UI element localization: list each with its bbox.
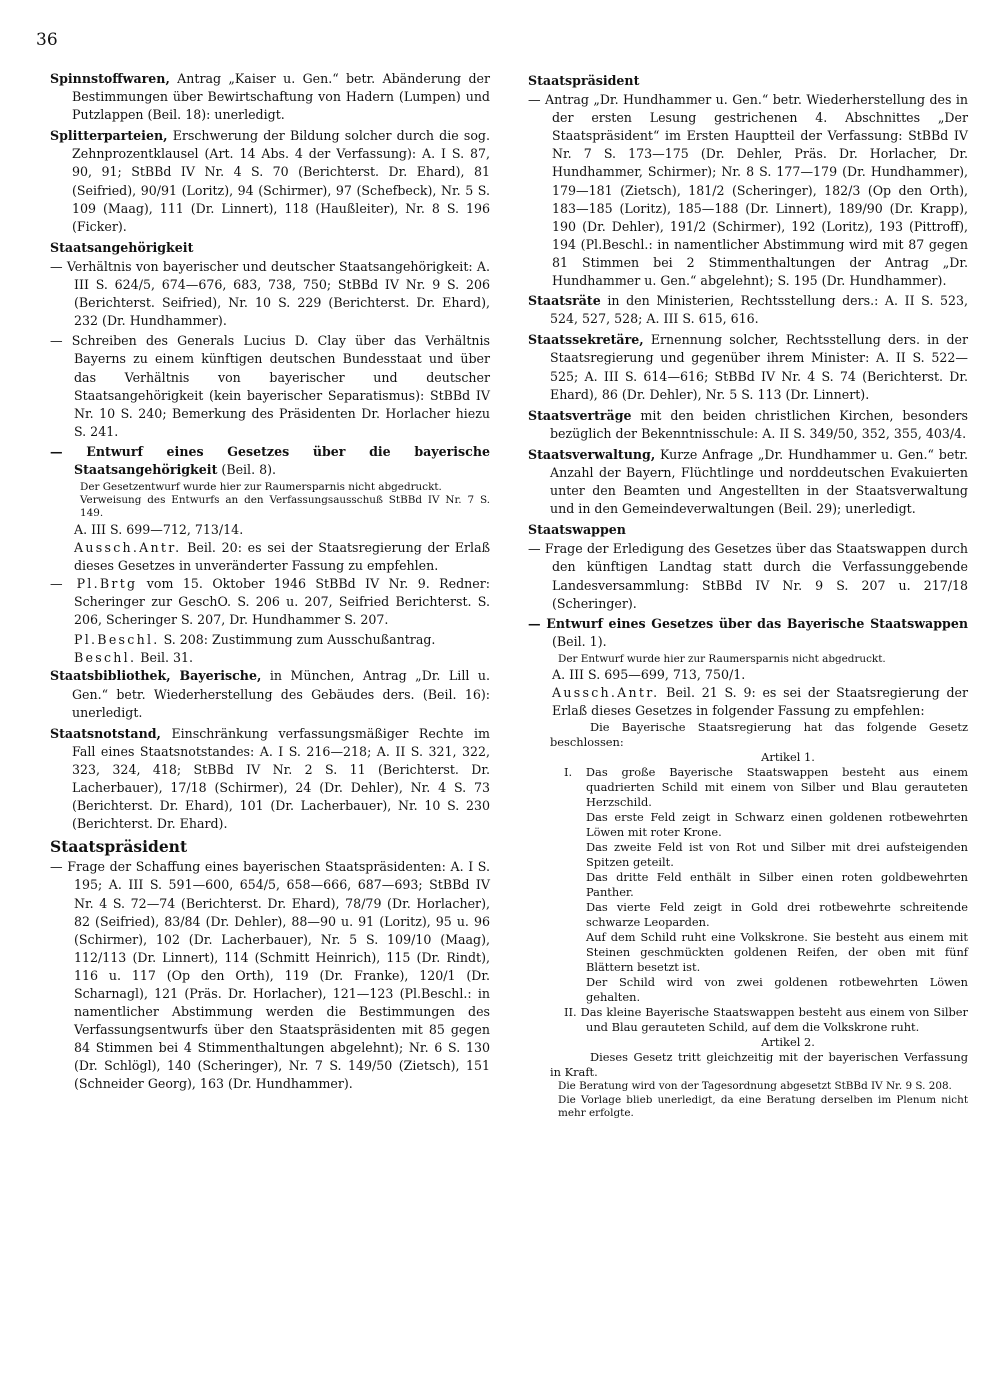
entry-text: A. III S. 695—699, 713, 750/1.: [552, 667, 746, 683]
editorial-note: [528, 653, 968, 666]
entry-text: Der Entwurf wurde hier zur Raumersparnis nicht abgedruckt.: [558, 652, 886, 665]
entry-text: vom 15. Oktober 1946 StBBd IV Nr. 9. Redner: Scheringer zur GeschO. S. 206 u. 207, Seifried Berichterst. S. 206, Scheringer S. 207, Dr. Hundhammer S. 207.: [74, 575, 490, 628]
entry-text: in München, Antrag „Dr. Lill u. Gen.“ betr. Wiederherstellung des Gebäudes ders. (Beil. 16): unerledigt.: [72, 668, 490, 720]
entry-text: Das erste Feld zeigt in Schwarz einen goldenen rotbewehrten Löwen mit roter Krone.: [586, 810, 968, 840]
index-entry: [50, 725, 490, 834]
entry-head: Splitterparteien,: [50, 128, 168, 144]
section-heading: [50, 838, 490, 856]
gazette-paragraph: [528, 930, 968, 975]
editorial-note: [50, 494, 490, 520]
entry-text: Dieses Gesetz tritt gleichzeitig mit der bayerischen Verfassung in Kraft.: [550, 1050, 968, 1080]
entry-text: (Beil. 1).: [552, 633, 607, 649]
entry-text: — Verhältnis von bayerischer und deutscher Staatsangehörigkeit: A. III S. 624/5, 674—676, 683, 738, 750; StBBd IV Nr. 9 S. 206 (Berichterst. Seifried), Nr. 10 S. 229 (Berichterst. Dr. Ehard), 232 (Dr. Hundhammer).: [50, 258, 490, 329]
editorial-note: [50, 481, 490, 494]
index-item: [50, 332, 490, 441]
entry-text: Ernennung solcher, Rechtsstellung ders. in der Staatsregierung und gegenüber ihrem Minister: A. II S. 522—525; A. III S. 614—616; StBBd IV Nr. 4 S. 74 (Berichterst. Dr. Ehard), 86 (Dr. Dehler), Nr. 5 S. 113 (Dr. Linnert).: [550, 332, 968, 402]
entry-text: Erschwerung der Bildung solcher durch die sog. Zehnprozentklausel (Art. 14 Abs. 4 der Verfassung): A. I S. 87, 90, 91; StBBd IV Nr. 4 S. 70 (Berichterst. Dr. Ehard), 81 (Seifried), 90/91 (Loritz), 94 (Schirmer), 97 (Schefbeck), Nr. 5 S. 109 (Maag), 111 (Dr. Linnert), 118 (Haußleiter), Nr. 8 S. 196 (Ficker).: [72, 128, 490, 234]
entry-text: Die Beratung wird von der Tagesordnung abgesetzt StBBd IV Nr. 9 S. 208.: [558, 1080, 952, 1093]
gazette-paragraph: [528, 840, 968, 870]
gazette-section: [528, 1005, 968, 1035]
index-subitem: [528, 666, 968, 684]
entry-head: Staatsverwaltung,: [528, 446, 656, 462]
entry-text: — Frage der Erledigung des Gesetzes über das Staatswappen durch den künftigen Landtag statt durch die Verfassunggebende Landesversammlung: StBBd IV Nr. 9 S. 207 u. 217/18 (Scheringer).: [528, 541, 968, 611]
entry-text: I. Das große Bayerische Staatswappen besteht aus einem quadrierten Schild mit einem von Silber und Blau gerauteten Herzschild.: [564, 765, 968, 810]
gazette-paragraph: [528, 870, 968, 900]
index-item: [528, 540, 968, 612]
entry-text: Antrag „Kaiser u. Gen.“ betr. Abänderung der Bestimmungen über Bewirtschaftung von Hadern (Lumpen) und Putzlappen (Beil. 18): unerledigt.: [72, 71, 490, 123]
index-item: [50, 258, 490, 330]
entry-text: — Antrag „Dr. Hundhammer u. Gen.“ betr. Wiederherstellung des in der ersten Lesung gestrichenen 4. Abschnittes „Der Staatspräsident“ im Ersten Hauptteil der Verfassung: StBBd IV Nr. 7 S. 173—175 (Dr. Dehler, Präs. Dr. Horlacher, Dr. Hundhammer, Schirmer); Nr. 8 S. 177—179 (Dr. Hundhammer), 179—181 (Zietsch), 181/2 (Scheringer), 182/3 (Op den Orth), 183—185 (Loritz), 185—188 (Dr. Linnert), 189/90 (Dr. Krapp), 190 (Dr. Dehler), 191/2 (Schirmer), 192 (Loritz), 193 (Pittroff), 194 (Pl.Beschl.: in namentlicher Abstimmung wird mit 87 gegen 81 Stimmen bei 2 Stimmenthaltungen der Antrag „Dr. Hundhammer u. Gen.“ abgelehnt); S. 195 (Dr. Hundhammer).: [528, 92, 968, 289]
entry-text: mit den beiden christlichen Kirchen, besonders bezüglich der Bekenntnisschule: A. II S. 349/50, 352, 355, 403/4.: [550, 407, 968, 441]
gazette-paragraph: [528, 975, 968, 1005]
index-item: [50, 858, 490, 1093]
index-subitem: [50, 521, 490, 539]
entry-text: Verweisung des Entwurfs an den Verfassungsausschuß StBBd IV Nr. 7 S. 149.: [80, 494, 490, 520]
gazette-article-heading: [528, 750, 968, 765]
gazette-text: [528, 720, 968, 750]
entry-text: Artikel 1.: [761, 750, 815, 765]
entry-head: Spinnstoffwaren,: [50, 71, 170, 86]
entry-text: Das dritte Feld enthält in Silber einen roten goldbewehrten Panther.: [586, 870, 968, 900]
entry-text: — Frage der Schaffung eines bayerischen Staatspräsidenten: A. I S. 195; A. III S. 591—600, 654/5, 658—666, 687—693; StBBd IV Nr. 4 S. 72—74 (Berichterst. Dr. Ehard), 78/79 (Dr. Horlacher), 82 (Seifried), 83/84 (Dr. Dehler), 88—90 u. 91 (Loritz), 95 u. 96 (Schirmer), 102 (Dr. Lacherbauer), Nr. 5 S. 109/10 (Maag), 112/113 (Dr. Linnert), 114 (Schmitt Heinrich), 115 (Dr. Rindt), 116 u. 117 (Op den Orth), 119 (Dr. Franke), 120/1 (Dr. Scharnagl), 121 (Präs. Dr. Horlacher), 121—123 (Pl.Beschl.: in namentlicher Abstimmung werden die Bestimmungen des Verfassungsentwurfs über den Staatspräsidenten mit 85 gegen 84 Stimmen bei 4 Stimmenthaltungen abgelehnt); Nr. 6 S. 130 (Dr. Schlögl), 140 (Scheringer), Nr. 7 S. 149/50 (Zietsch), 151 (Schneider Georg), 163 (Dr. Hundhammer).: [50, 859, 490, 1092]
index-entry: [50, 70, 490, 124]
entry-bold: — Entwurf eines Gesetzes über die bayerische Staatsangehörigkeit: [50, 443, 490, 477]
entry-text: — Schreiben des Generals Lucius D. Clay über das Verhältnis Bayerns zu einem künftigen deutschen Bundesstaat und über das Verhältnis von bayerischer und deutscher Staatsangehörigkeit (kein bayerischer Separatismus): StBBd IV Nr. 10 S. 240; Bemerkung des Präsidenten Dr. Horlacher hiezu S. 241.: [50, 333, 490, 439]
index-entry: [528, 446, 968, 518]
entry-bold: — Entwurf eines Gesetzes über das Bayerische Staatswappen: [528, 615, 968, 631]
gazette-text: [528, 1050, 968, 1080]
right-column: [528, 70, 968, 1120]
entry-spaced: — Pl.Brtg: [50, 575, 138, 591]
entry-text: A. III S. 699—712, 713/14.: [74, 521, 244, 537]
index-entry: [528, 331, 968, 403]
entry-head: Staatsnotstand,: [50, 725, 161, 741]
entry-text: Die Bayerische Staatsregierung hat das folgende Gesetz beschlossen:: [550, 720, 968, 750]
entry-spaced: Aussch.Antr.: [552, 685, 660, 701]
entry-text: Staatsangehörigkeit: [50, 239, 194, 255]
entry-text: Der Schild wird von zwei goldenen rotbewehrten Löwen gehalten.: [586, 975, 968, 1005]
index-entry: [50, 667, 490, 721]
entry-text: Staatswappen: [528, 522, 626, 538]
section-heading: [528, 72, 968, 90]
entry-text: II. Das kleine Bayerische Staatswappen besteht aus einem von Silber und Blau gerauteten Schild, auf dem die Volkskrone ruht.: [564, 1005, 968, 1035]
entry-text: Das vierte Feld zeigt in Gold drei rotbewehrte schreitende schwarze Leoparden.: [586, 900, 968, 930]
entry-text: Die Vorlage blieb unerledigt, da eine Beratung derselben im Plenum nicht mehr erfolgte.: [558, 1093, 968, 1119]
index-item: [50, 443, 490, 479]
index-item: [528, 91, 968, 290]
entry-spaced: Aussch.Antr.: [74, 539, 182, 555]
entry-text: Beil. 20: es sei der Staatsregierung der Erlaß dieses Gesetzes in unveränderter Fassung zu empfehlen.: [74, 539, 490, 573]
gazette-paragraph: [528, 900, 968, 930]
index-item: [528, 615, 968, 651]
index-subitem: [50, 539, 490, 575]
gazette-paragraph: [528, 810, 968, 840]
entry-text: Einschränkung verfassungsmäßiger Rechte im Fall eines Staatsnotstandes: A. I S. 216—218; A. II S. 321, 322, 323, 324, 418; StBBd IV Nr. 2 S. 11 (Berichterst. Dr. Lacherbauer), 17/18 (Schirmer), 24 (Dr. Dehler), Nr. 4 S. 73 (Berichterst. Dr. Ehard), 101 (Dr. Lacherbauer), Nr. 10 S. 230 (Berichterst. Dr. Ehard).: [72, 725, 490, 832]
left-column: [50, 70, 490, 1096]
entry-text: Das zweite Feld ist von Rot und Silber mit drei aufsteigenden Spitzen geteilt.: [586, 840, 968, 870]
index-subitem: [50, 649, 490, 667]
section-heading: [50, 239, 490, 257]
index-entry: [50, 127, 490, 236]
index-subitem: [528, 684, 968, 720]
entry-text: (Beil. 8).: [217, 461, 277, 477]
entry-head: Staatsverträge: [528, 407, 632, 423]
entry-text: Kurze Anfrage „Dr. Hundhammer u. Gen.“ betr. Anzahl der Bayern, Flüchtlinge und norddeutschen Evakuierten unter den Beamten und Angestellten in der Staatsverwaltung und in den Gemeindeverwaltungen (Beil. 29); unerledigt.: [550, 446, 968, 517]
entry-text: Auf dem Schild ruht eine Volkskrone. Sie besteht aus einem mit Steinen geschmückten goldenen Reifen, der oben mit fünf Blättern besetzt ist.: [586, 930, 968, 975]
entry-text: in den Ministerien, Rechtsstellung ders.: A. II S. 523, 524, 527, 528; A. III S. 615, 616.: [550, 293, 968, 327]
entry-text: Der Gesetzentwurf wurde hier zur Raumersparnis nicht abgedruckt.: [80, 481, 442, 494]
editorial-note: [528, 1080, 968, 1093]
index-subitem: [50, 631, 490, 649]
entry-text: Beil. 21 S. 9: es sei der Staatsregierung der Erlaß dieses Gesetzes in folgender Fassung zu empfehlen:: [552, 685, 968, 719]
section-heading: [528, 521, 968, 539]
entry-text: S. 208: Zustimmung zum Ausschußantrag.: [159, 632, 436, 648]
index-entry: [528, 292, 968, 328]
entry-text: Beil. 31.: [136, 650, 194, 666]
gazette-article-heading: [528, 1035, 968, 1050]
entry-text: Staatspräsident: [50, 837, 188, 857]
index-item: [50, 575, 490, 629]
entry-head: Staatsbibliothek, Bayerische,: [50, 668, 262, 684]
entry-spaced: Pl.Beschl.: [74, 632, 160, 648]
entry-head: Staatssekretäre,: [528, 332, 644, 348]
page-number: 36: [36, 30, 58, 50]
entry-head: Staatsräte: [528, 293, 601, 309]
entry-text: Artikel 2.: [761, 1035, 815, 1050]
editorial-note: [528, 1094, 968, 1120]
index-entry: [528, 407, 968, 443]
gazette-section: [528, 765, 968, 810]
entry-text: Staatspräsident: [528, 73, 640, 88]
entry-spaced: Beschl.: [74, 650, 137, 666]
